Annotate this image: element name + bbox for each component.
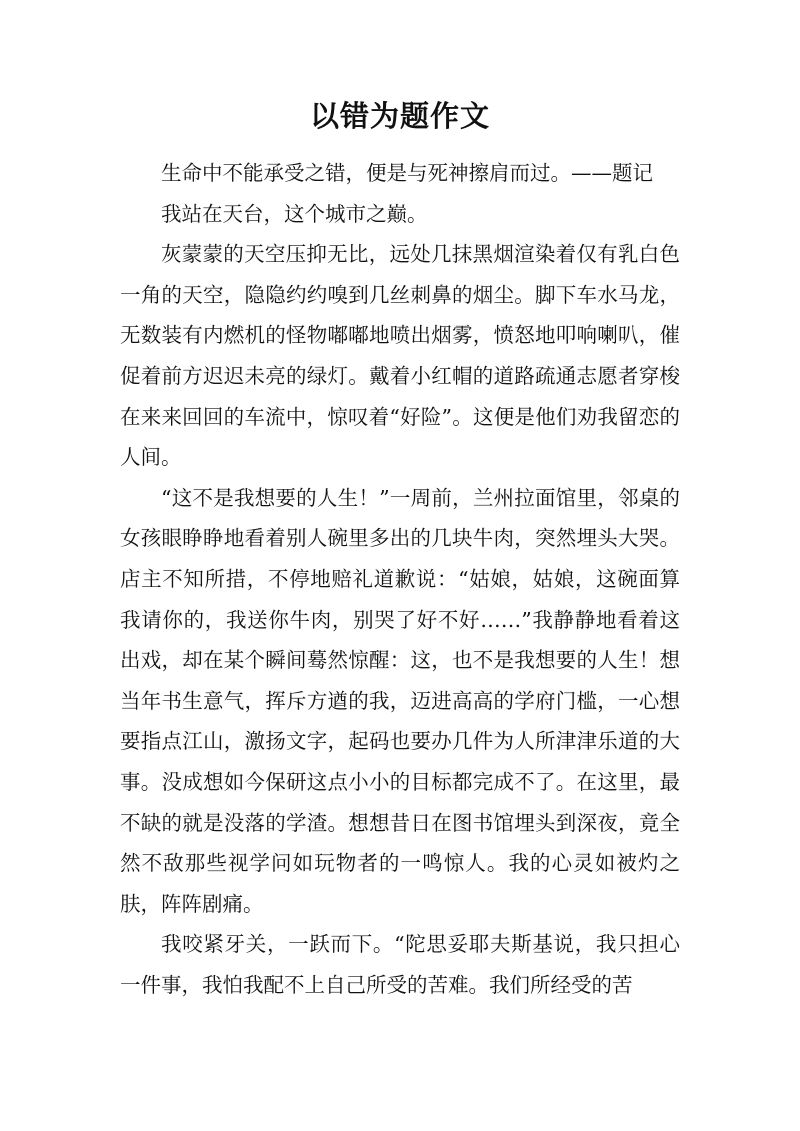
body-paragraph: 我站在天台，这个城市之巅。: [161, 201, 428, 226]
body-paragraph: 我咬紧牙关，一跃而下。“陀思妥耶夫斯基说，我只担心一件事，我怕我配不上自己所受的苦难。我们所经受的苦: [120, 932, 680, 997]
body-paragraph: 灰蒙蒙的天空压抑无比，远处几抹黑烟渲染着仅有乳白色一角的天空，隐隐约约嗅到几丝刺鼻的烟尘。脚下车水马龙，无数装有内燃机的怪物嘟嘟地喷出烟雾，愤怒地叩响喇叭，催促着前方迟迟未亮的绿灯。戴着小红帽的道路疏通志愿者穿梭在来来回回的车流中，惊叹着“好险”。这便是他们劝我留恋的人间。: [120, 242, 680, 470]
epigraph-paragraph: 生命中不能承受之错，便是与死神擦肩而过。——题记: [161, 161, 653, 185]
body-paragraph: “这不是我想要的人生！”一周前，兰州拉面馆里，邻桌的女孩眼睁睁地看着别人碗里多出的几块牛肉，突然埋头大哭。店主不知所措，不停地赔礼道歉说：“姑娘，姑娘，这碗面算我请你的，我送你牛肉，别哭了好不好……”我静静地看着这出戏，却在某个瞬间蓦然惊醒：这，也不是我想要的人生！想当年书生意气，挥斥方遒的我，迈进高高的学府门槛，一心想要指点江山，激扬文字，起码也要办几件为人所津津乐道的大事。没成想如今保研这点小小的目标都完成不了。在这里，最不缺的就是没落的学渣。想想昔日在图书馆埋头到深夜，竟全然不敌那些视学问如玩物者的一鸣惊人。我的心灵如被灼之肤，阵阵剧痛。: [120, 485, 680, 916]
document-body: [120, 153, 680, 1005]
document-title: 以错为题作文: [309, 99, 490, 133]
